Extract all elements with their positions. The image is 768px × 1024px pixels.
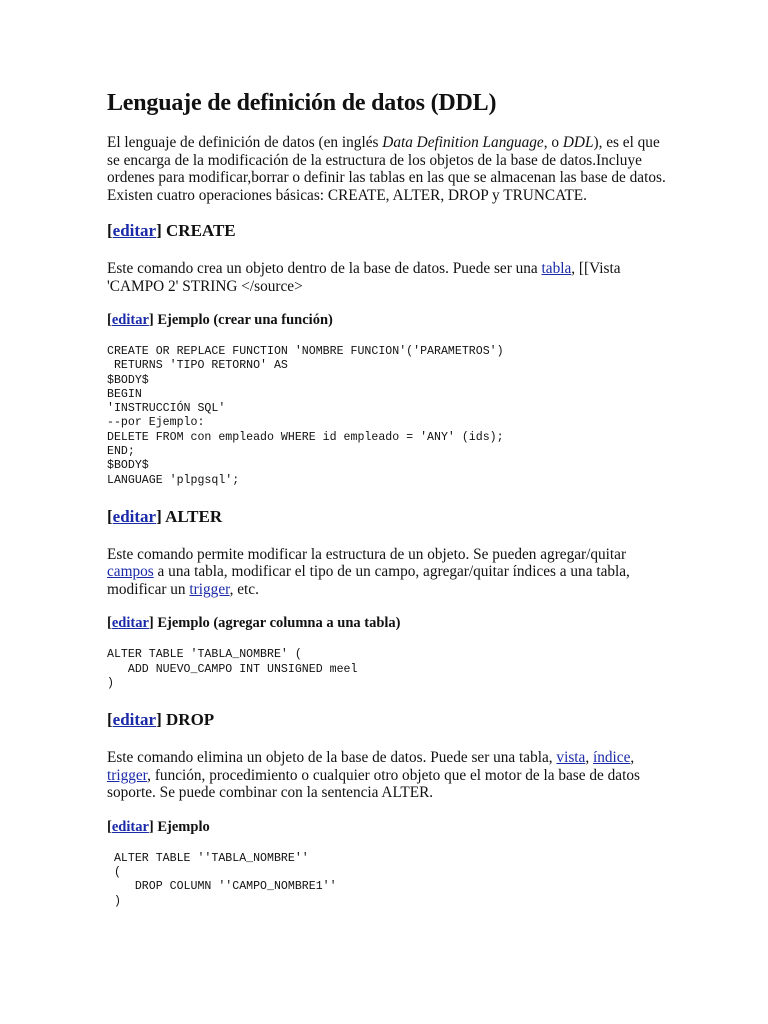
code-block-create: CREATE OR REPLACE FUNCTION 'NOMBRE FUNCION'('PARAMETROS') RETURNS 'TIPO RETORNO' AS $BODY$ BEGIN 'INSTRUCCIÓN SQL' --por Ejemplo: DELETE FROM con empleado WHERE id empleado = 'ANY' (ids); END; $BODY$ LANGUAGE 'plpgsql'; — [107, 345, 504, 487]
code-block-alter: ALTER TABLE 'TABLA_NOMBRE' ( ADD NUEVO_CAMPO INT UNSIGNED meel ) — [107, 648, 358, 691]
edit-link-alter[interactable]: editar — [112, 506, 157, 526]
link-vista[interactable]: vista — [556, 749, 586, 767]
link-trigger-alter[interactable]: trigger — [189, 580, 230, 598]
link-trigger-drop[interactable]: trigger — [107, 766, 148, 784]
link-tabla[interactable]: tabla — [541, 260, 572, 277]
edit-link-create[interactable]: editar — [112, 221, 157, 240]
article — [107, 88, 667, 909]
edit-link-drop-example[interactable]: editar — [111, 818, 149, 835]
intro-paragraph: El lenguaje de definición de datos (en inglés Data Definition Language, o DDL), es el que se encarga de la modificación de la estructura de los objetos de la base de datos.Incluye ordenes para modificar,borrar o definir las tablas en las que se almacenan las base de datos. Existen cuatro operaciones básicas: CREATE, ALTER, DROP y TRUNCATE. — [107, 134, 666, 204]
intro-term-english: Data Definition Language — [382, 134, 544, 151]
subheading-drop-example: [editar] Ejemplo — [107, 818, 210, 835]
section-heading-drop: [editar] DROP — [107, 710, 215, 730]
code-block-drop: ALTER TABLE ''TABLA_NOMBRE'' ( DROP COLUMN ''CAMPO_NOMBRE1'' ) — [113, 851, 337, 908]
edit-link-alter-example[interactable]: editar — [111, 615, 149, 632]
section-heading-create: [editar] CREATE — [107, 221, 236, 240]
create-description: Este comando crea un objeto dentro de la base de datos. Puede ser una tabla, [[Vista 'CAMPO 2' STRING </source> — [107, 260, 621, 295]
page-title: Lenguaje de definición de datos (DDL) — [107, 90, 497, 116]
edit-link-create-example[interactable]: editar — [111, 312, 149, 328]
subheading-alter-example: [editar] Ejemplo (agregar columna a una tabla) — [107, 615, 401, 632]
intro-term-acronym: DDL — [562, 134, 594, 151]
section-heading-alter: [editar] ALTER — [107, 506, 223, 526]
drop-description: Este comando elimina un objeto de la base de datos. Puede ser una tabla, vista, índice, trigger, función, procedimiento o cualquier otro objeto que el motor de la base de datos soporte. Se puede combinar con la sentencia ALTER. — [107, 749, 640, 802]
link-indice[interactable]: índice — [592, 749, 631, 767]
alter-description: Este comando permite modificar la estructura de un objeto. Se pueden agregar/quitar campos a una tabla, modificar el tipo de un campo, agregar/quitar índices a una tabla, modificar un trigger, etc. — [107, 545, 630, 598]
link-campos[interactable]: campos — [107, 563, 154, 581]
subheading-create-example: [editar] Ejemplo (crear una función) — [107, 312, 333, 328]
edit-link-drop[interactable]: editar — [112, 710, 157, 730]
